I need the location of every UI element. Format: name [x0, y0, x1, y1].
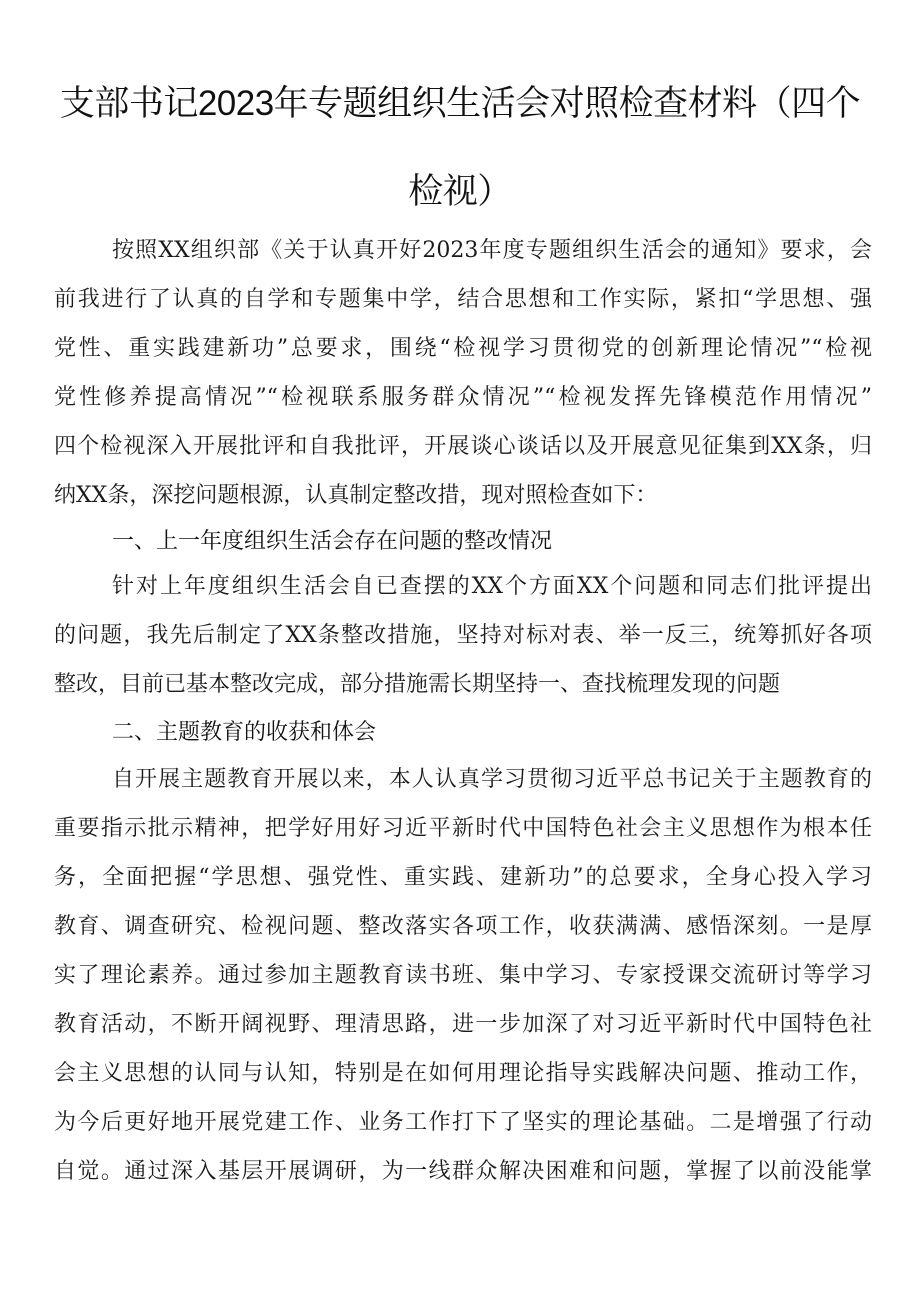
paragraph-line: 按照XX组织部《关于认真开好2023年度专题组织生活会的通知》要求，会 — [112, 238, 872, 263]
paragraph-line: 会主义思想的认同与认知，特别是在如何用理论指导实践解决问题、推动工作， — [54, 1061, 872, 1086]
paragraph-line: 纳XX条，深挖问题根源，认真制定整改措，现对照检查如下： — [54, 483, 658, 508]
paragraph-line: 重要指示批示精神，把学好用好习近平新时代中国特色社会主义思想作为根本任 — [54, 816, 872, 841]
paragraph-line: 务，全面把握“学思想、强党性、重实践、建新功”的总要求，全身心投入学习 — [54, 865, 872, 890]
intro-paragraph — [54, 226, 872, 520]
section-2-heading: 二、主题教育的收获和体会 — [112, 719, 377, 744]
paragraph-line: 自开展主题教育开展以来，本人认真学习贯彻习近平总书记关于主题教育的 — [112, 767, 872, 792]
paragraph-line: 前我进行了认真的自学和专题集中学，结合思想和工作实际，紧扣“学思想、强 — [54, 287, 872, 312]
paragraph-line: 教育、调查研究、检视问题、整改落实各项工作，收获满满、感悟深刻。一是厚 — [54, 914, 872, 939]
paragraph-line: 针对上年度组织生活会自已查摆的XX个方面XX个问题和同志们批评提出 — [112, 574, 872, 599]
section-2-paragraph — [54, 755, 872, 1196]
section-1-paragraph — [54, 562, 872, 709]
paragraph-line: 为今后更好地开展党建工作、业务工作打下了坚实的理论基础。二是增强了行动 — [54, 1110, 872, 1135]
paragraph-line: 整改，目前已基本整改完成，部分措施需长期坚持一、查找梳理发现的问题 — [54, 672, 781, 697]
document-title-line-2: 检视） — [408, 172, 512, 211]
paragraph-line: 党性、重实践建新功”总要求，围绕“检视学习贯彻党的创新理论情况”“检视 — [54, 336, 872, 361]
document-title-line-1: 支部书记2023年专题组织生活会对照检查材料（四个 — [59, 84, 861, 123]
paragraph-line: 实了理论素养。通过参加主题教育读书班、集中学习、专家授课交流研讨等学习 — [54, 963, 872, 988]
paragraph-line: 四个检视深入开展批评和自我批评，开展谈心谈话以及开展意见征集到XX条，归 — [54, 434, 872, 459]
section-1-heading: 一、上一年度组织生活会存在问题的整改情况 — [112, 528, 553, 553]
paragraph-line: 党性修养提高情况”“检视联系服务群众情况”“检视发挥先锋模范作用情况” — [54, 385, 872, 410]
paragraph-line: 自觉。通过深入基层开展调研，为一线群众解决困难和问题，掌握了以前没能掌 — [54, 1159, 872, 1184]
paragraph-line: 教育活动，不断开阔视野、理清思路，进一步加深了对习近平新时代中国特色社 — [54, 1012, 872, 1037]
paragraph-line: 的问题，我先后制定了XX条整改措施，坚持对标对表、举一反三，统筹抓好各项 — [54, 623, 872, 648]
